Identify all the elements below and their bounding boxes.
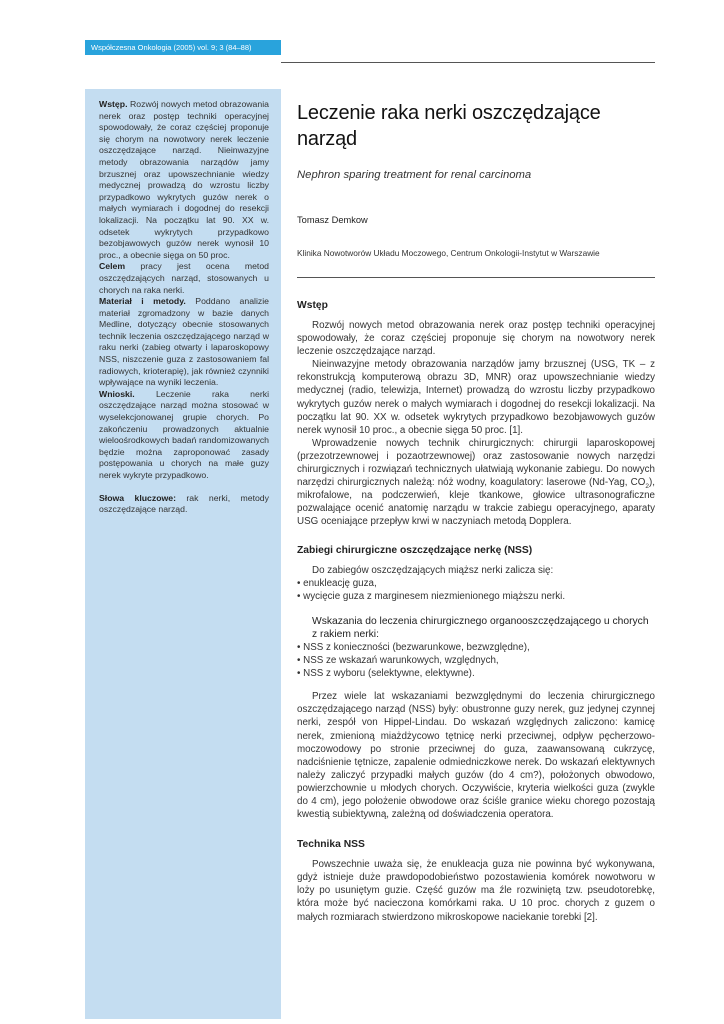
abstract-sidebar [85, 89, 281, 1019]
abstract-keywords-text: rak nerki, metody oszczędzające narząd. [99, 492, 269, 515]
abstract-conclusions-label: Wnioski. [99, 388, 135, 399]
section-body-indications [297, 690, 655, 821]
abstract-keywords-label: Słowa kluczowe: [99, 492, 177, 503]
paragraph: Rozwój nowych metod obrazowania nerek oraz postęp techniki operacyjnej spowodowały, że coraz częściej proponuje się chorym na nowotwory nerek leczenie oszczędzające narząd. [297, 320, 655, 358]
abstract-conclusions [99, 389, 269, 482]
list-item: • NSS z konieczności (bezwarunkowe, bezwzględne), [297, 641, 655, 654]
title-divider [297, 277, 655, 278]
abstract-methods [99, 296, 269, 389]
list-item: • wycięcie guza z marginesem niezmienionego miąższu nerki. [297, 590, 655, 603]
article-main [297, 100, 655, 924]
list-item: • NSS z wyboru (selektywne, elektywne). [297, 667, 655, 680]
section-body-wstep [297, 319, 655, 529]
abstract-aim-text: pracy jest ocena metod oszczędzających narząd, stosowanych u chorych na raka nerki. [99, 261, 269, 295]
paragraph: Nieinwazyjne metody obrazowania narządów jamy brzusznej (USG, TK – z rekonstrukcją komputerową obrazu 3D, MNR) oraz upowszechnianie wiedzy medycznej (radio, telewizja, Internet) prowadzą do wzrostu liczby przypadkowo wykrytych guzów nerek o małych wymiarach i dogodnej do resekcji lokalizacji. Na początku lat 90. XX w. odsetek wykrytych przypadkowo bezobjawowych guzów nerek wynosił 10 proc., a obecnie sięga 50 proc. [1]. [297, 359, 655, 436]
journal-citation: Współczesna Onkologia (2005) vol. 9; 3 (84–88) [91, 43, 252, 52]
abstract-intro [99, 99, 269, 261]
article-title: Leczenie raka nerki oszczędzające narząd [297, 102, 601, 150]
abstract-aim-label: Celem [99, 261, 126, 272]
paragraph: Przez wiele lat wskazaniami bezwzględnymi do leczenia chirurgicznego oszczędzającego narząd (NSS) były: obustronne guzy nerek, guz jedynej czynnej nerki, zespół von Hippel-Lindau. Do wskazań względnych zaliczono: kamicę nerek, zmienioną miażdżycowo tętnicę nerki przeciwnej, odpływ pęcherzowo-moczowodowy po stronie przeciwnej do guza, zaawansowaną cukrzycę, nadciśnienie tętnicze, zapalenie odmiedniczkowe nerek. Do wskazań elektywnych należy zaliczyć przypadki małych guzów (do 4 cm?), położonych obwodowo, powierzchownie u młodych chorych. Oczywiście, kryteria wielkości guza (zwykle do 4 cm), jego położenie obwodowe oraz ściśle granice wieku chorego pozostają kwestią subiektywną, zależną od doświadczenia operatora. [297, 691, 655, 821]
abstract-intro-label: Wstęp. [99, 99, 128, 109]
section-heading-wstep: Wstęp [297, 300, 328, 311]
list-item: • NSS ze wskazań warunkowych, względnych, [297, 654, 655, 667]
abstract-aim [99, 261, 269, 296]
indications-list [297, 641, 655, 680]
abstract-conclusions-text: Leczenie raka nerki oszczędzające narząd można stosować w wyselekcjonowanej grupie chorych. Po zakończeniu prowadzonych aktualnie wieloośrodkowych badań randomizowanych będzie można zaproponować zasady postępowania u chorych na małe guzy nerek wykryte przypadkowo. [99, 388, 269, 480]
paragraph-text: ), mikrofalowe, na podczerwień, kleje tkankowe, głowice ultrasonograficzne pozwalające ocenić anatomię narządu w trakcie zabiegu operacyjnego, aparaty USG oceniające przepływ krwi w naczyniach metodą Dopplera. [297, 477, 655, 528]
article-affiliation: Klinika Nowotworów Układu Moczowego, Centrum Onkologii-Instytut w Warszawie [297, 248, 600, 258]
section-heading-technika: Technika NSS [297, 839, 365, 851]
section-heading-zabiegi: Zabiegi chirurgiczne oszczędzające nerkę (NSS) [297, 544, 533, 556]
article-subtitle: Nephron sparing treatment for renal carcinoma [297, 169, 532, 181]
abstract-intro-text: Rozwój nowych metod obrazowania nerek oraz postęp techniki operacyjnej spowodowały, że coraz częściej proponuje się chorym na nowotwory nerek leczenie oszczędzające narząd. Nieinwazyjne metody obrazowania narządów jamy brzusznej oraz upowszechnianie wiedzy medycznej prowadzą do wzrostu liczby przypadkowo wykrytych guzów nerek o małych wymiarach i dogodnej do resekcji lokalizacji. Na początku lat 90. XX w. odsetek wykrytych przypadkowo bezobjawowych guzów nerek wynosił 10 proc., a obecnie sięga on 50 proc. [99, 99, 269, 260]
paragraph: Powszechnie uważa się, że enukleacja guza nie powinna być wykonywana, gdyż istnieje duże prawdopodobieństwo pozostawienia komórek nowotworu w loży po usuniętym guzie. Część guzów ma źle rozwiniętą tzw. pseudotorebkę, która może być nacieczona komórkami raka. U 10 proc. chorych z guzem o małych rozmiarach stwierdzono mikroskopowe naciekanie torebki [2]. [297, 859, 655, 923]
section-body-technika [297, 858, 655, 923]
paragraph [297, 437, 655, 529]
abstract-methods-text: Poddano analizie materiał zgromadzony w bazie danych Medline, dotyczący obecnie stosowanych technik leczenia oszczędzającego narząd w raku nerki (zabieg otwarty i laparoskopowy NSS, niszczenie guza z zastosowaniem fal radiowych, krioterapię), jak również czynniki wpływające na wyniki leczenia. [99, 296, 269, 388]
paragraph-text: Wprowadzenie nowych technik chirurgicznych: chirurgii laparoskopowej (przezotrzewnowej i pozaotrzewnowej) oraz zastosowanie nowych narzędzi chirurgicznych i rozwiązań technicznych ułatwiają wykonanie zabiegu. Do nowych narzędzi chirurgicznych należą: nóż wodny, koagulatory: laserowe (Nd-Yag, CO [297, 437, 655, 489]
article-author: Tomasz Demkow [297, 215, 368, 225]
section-body-zabiegi [297, 564, 655, 577]
indications-heading: Wskazania do leczenia chirurgicznego organooszczędzającego u chorych z rakiem nerki: [312, 615, 649, 640]
procedure-list [297, 577, 655, 603]
abstract-keywords [99, 493, 269, 516]
list-item: • enukleację guza, [297, 577, 655, 590]
journal-header-bar [85, 40, 281, 55]
list-intro: Do zabiegów oszczędzających miąższ nerki zalicza się: [312, 564, 554, 576]
header-divider [281, 62, 655, 63]
abstract-methods-label: Materiał i metody. [99, 296, 186, 307]
subscript: 2 [645, 483, 650, 491]
